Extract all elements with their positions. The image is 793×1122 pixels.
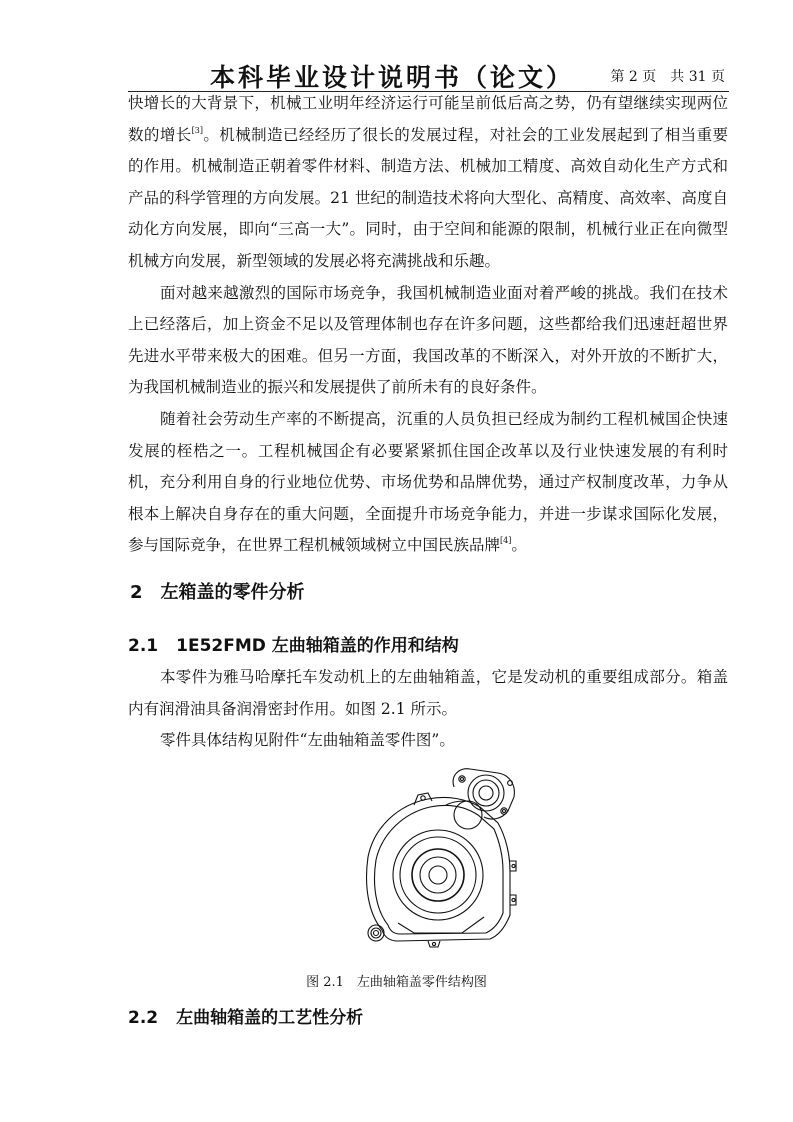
paragraph-5: 零件具体结构见附件“左曲轴箱盖零件图”。	[160, 731, 455, 750]
crankcase-cover-figure	[358, 765, 530, 955]
section-heading-2-1	[128, 631, 459, 656]
paragraph-1: 快增长的大背景下，机械工业明年经济运行可能呈前低后高之势，仍有望继续实现两位数的增长[3]。机械制造已经经历了很长的发展过程，对社会的工业发展起到了相当重要的作用。机械制造正朝着零件材料、制造方法、机械加工精度、高效自动化生产方式和产品的科学管理的方向发展。21 世纪的制造技术将向大型化、高精度、高效率、高度自动化方向发展，即向“三高一大”。同时，由于空间和能源的限制，机械行业正在向微型机械方向发展，新型领域的发展必将充满挑战和乐趣。	[128, 94, 728, 270]
section-title: 1E52FMD 左曲轴箱盖的作用和结构	[176, 636, 459, 656]
body-text-block-2	[128, 662, 728, 757]
section-heading-2	[130, 578, 305, 604]
section-title: 左曲轴箱盖的工艺性分析	[176, 1008, 364, 1028]
citation-3: [3]	[191, 125, 203, 135]
paragraph-4: 本零件为雅马哈摩托车发动机上的左曲轴箱盖，它是发动机的重要组成部分。箱盖内有润滑油具备润滑密封作用。如图 2.1 所示。	[128, 668, 728, 718]
paragraph-3: 随着社会劳动生产率的不断提高，沉重的人员负担已经成为制约工程机械国企快速发展的桎梏之一。工程机械国企有必要紧紧抓住国企改革以及行业快速发展的有利时机，充分利用自身的行业地位优势、市场优势和品牌优势，通过产权制度改革，力争从根本上解决自身存在的重大问题，全面提升市场竞争能力，并进一步谋求国际化发展，参与国际竞争，在世界工程机械领域树立中国民族品牌[4]。	[128, 409, 728, 555]
body-text-block-1	[128, 88, 728, 562]
section-title: 左箱盖的零件分析	[160, 582, 305, 603]
section-number: 2.2	[128, 1008, 159, 1028]
section-number: 2	[130, 582, 143, 603]
citation-4: [4]	[500, 536, 512, 546]
figure-caption: 图 2.1 左曲轴箱盖零件结构图	[306, 975, 487, 990]
header-page-info: 第 2 页 共 31 页	[610, 69, 725, 85]
header-title: 本科毕业设计说明书（论文）	[210, 63, 575, 92]
section-number: 2.1	[128, 636, 159, 656]
section-heading-2-2	[128, 1003, 363, 1028]
paragraph-2: 面对越来越激烈的国际市场竞争，我国机械制造业面对着严峻的挑战。我们在技术上已经落后，加上资金不足以及管理体制也存在许多问题，这些都给我们迅速赶超世界先进水平带来极大的困难。但另一方面，我国改革的不断深入，对外开放的不断扩大，为我国机械制造业的振兴和发展提供了前所未有的良好条件。	[128, 283, 728, 397]
crankcase-cover-drawing-icon	[358, 765, 530, 955]
